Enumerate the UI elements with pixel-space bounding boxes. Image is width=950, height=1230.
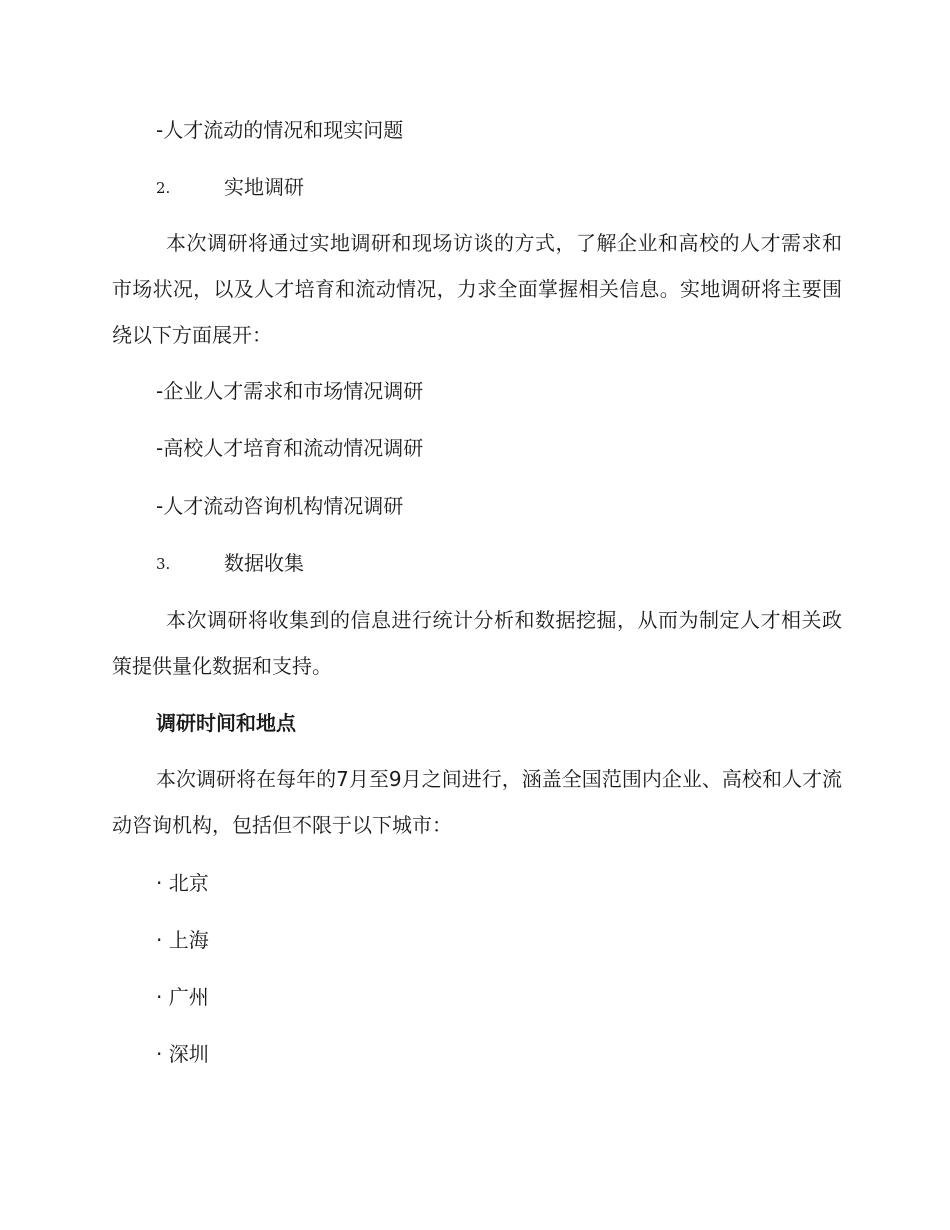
section-2-number: 2. xyxy=(156,179,171,197)
city-list-item: · 深圳 xyxy=(156,1042,209,1066)
section-2-item: -高校人才培育和流动情况调研 xyxy=(156,436,424,460)
city-list-item: · 上海 xyxy=(156,928,209,952)
city-list-item: · 北京 xyxy=(156,871,209,895)
section-3-title: 数据收集 xyxy=(224,551,304,575)
section-3-paragraph: 本次调研将收集到的信息进行统计分析和数据挖掘，从而为制定人才相关政策提供量化数据和支持。 xyxy=(112,608,842,678)
talent-flow-item: -人才流动的情况和现实问题 xyxy=(156,118,404,142)
section-2-paragraph: 本次调研将通过实地调研和现场访谈的方式，了解企业和高校的人才需求和市场状况，以及人才培育和流动情况，力求全面掌握相关信息。实地调研将主要围绕以下方面展开： xyxy=(112,231,842,347)
time-place-heading: 调研时间和地点 xyxy=(156,711,296,735)
section-2-item: -人才流动咨询机构情况调研 xyxy=(156,494,404,518)
section-3-number: 3. xyxy=(156,555,171,573)
time-place-paragraph: 本次调研将在每年的7月至9月之间进行，涵盖全国范围内企业、高校和人才流动咨询机构，包括但不限于以下城市： xyxy=(112,767,842,837)
section-2-item: -企业人才需求和市场情况调研 xyxy=(156,379,424,403)
section-2-title: 实地调研 xyxy=(224,175,304,199)
city-list-item: · 广州 xyxy=(156,985,209,1009)
